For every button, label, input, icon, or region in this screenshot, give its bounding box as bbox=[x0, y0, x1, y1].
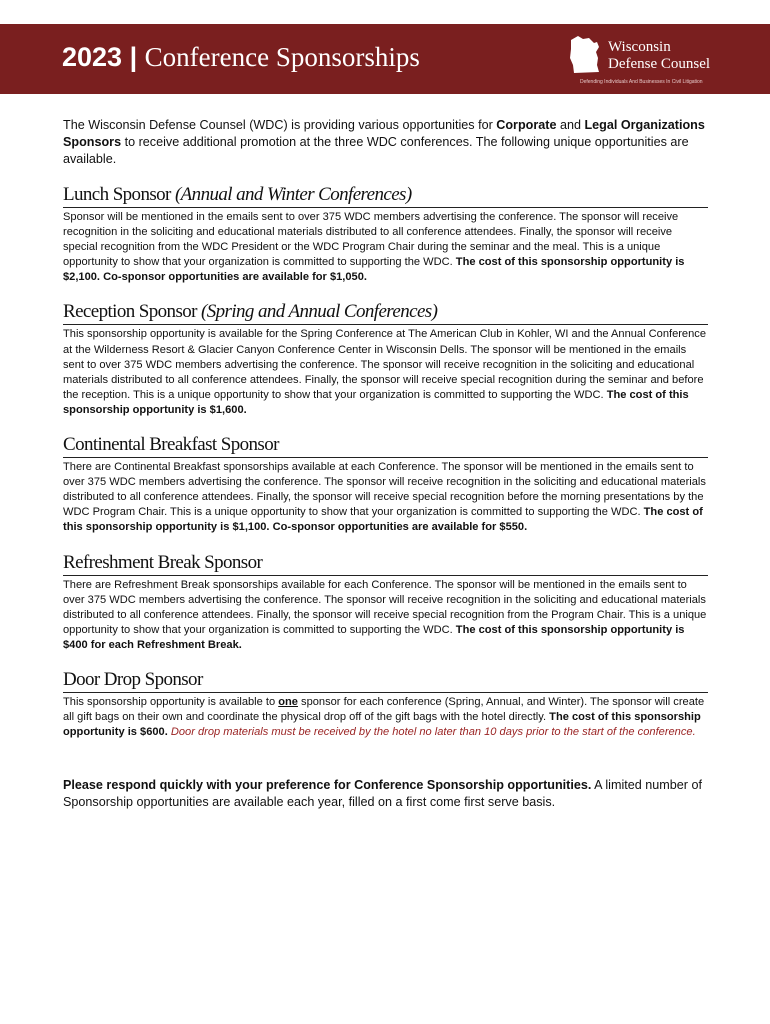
section-body: sponsor for each conference (Spring, Annual, and Winter). The sponsor will create all gift bags on their own and coordinate the physical drop off of the gift bags with the hotel directly. bbox=[63, 695, 705, 724]
section-paragraph bbox=[63, 460, 708, 535]
heading-subtitle: (Annual and Winter Conferences) bbox=[174, 184, 412, 205]
heading-title: Continental Breakfast Sponsor bbox=[63, 434, 279, 456]
title-year: 2023 | bbox=[62, 42, 138, 72]
closing-text: A limited number of Sponsorship opportunities are available each year, filled on a first come first serve basis. bbox=[63, 778, 702, 810]
intro-paragraph bbox=[63, 117, 708, 168]
intro-bold-legal: Legal Organizations Sponsors bbox=[63, 118, 705, 149]
document-body bbox=[63, 117, 708, 824]
logo-line-1: Wisconsin bbox=[608, 39, 671, 55]
section-door-drop-sponsor bbox=[63, 668, 708, 740]
heading-subtitle: (Spring and Annual Conferences) bbox=[201, 301, 438, 323]
underlined-one: one bbox=[278, 695, 298, 708]
section-body: There are Refreshment Break sponsorships available for each Conference. The sponsor will be mentioned in the emails sent to over 375 WDC members advertising the conference. The sponsor will receive recognition in the soliciting and educational materials distributed to all conference attendees. Finally, the sponsor will receive special recognition from the Program Chair. This is a unique opportunity to show that your organization is committed to supporting the WDC. bbox=[63, 578, 707, 636]
section-cost: The cost of this sponsorship opportunity is $400 for each Refreshment Break. bbox=[63, 623, 685, 651]
section-body: There are Continental Breakfast sponsorships available at each Conference. The sponsor will be mentioned in the emails sent to over 375 WDC members advertising the conference. The sponsor will receive recognition in the soliciting and educational materials distributed to all conference attendees. Finally, the sponsor will receive special recognition before the morning presentations by the WDC Program Chair. This is a unique opportunity to show that your organization is committed to supporting the WDC. bbox=[63, 461, 706, 519]
section-cost: The cost of this sponsorship opportunity is $2,100. Co-sponsor opportunities are available for $1,050. bbox=[63, 256, 685, 284]
header-banner bbox=[0, 24, 770, 94]
section-paragraph bbox=[63, 210, 708, 285]
title-text: Conference Sponsorships bbox=[144, 42, 420, 72]
section-heading bbox=[63, 433, 708, 458]
closing-paragraph bbox=[63, 777, 708, 811]
heading-title: Reception Sponsor bbox=[63, 301, 197, 323]
section-body: This sponsorship opportunity is available to bbox=[63, 695, 279, 708]
wisconsin-map-icon bbox=[568, 34, 604, 76]
section-paragraph bbox=[63, 327, 708, 418]
heading-title: Refreshment Break Sponsor bbox=[63, 551, 263, 573]
section-cost: The cost of this sponsorship opportunity is $600. bbox=[63, 711, 701, 739]
closing-bold: Please respond quickly with your preference for Conference Sponsorship opportunities. bbox=[63, 778, 592, 793]
section-cost: The cost of this sponsorship opportunity is $1,100. Co-sponsor opportunities are available for $550. bbox=[63, 506, 703, 534]
section-body: Sponsor will be mentioned in the emails sent to over 375 WDC members advertising the conference. The sponsor will receive recognition in the soliciting and educational materials distributed to all conference attendees. Finally, the sponsor will receive special recognition from the WDC President or the WDC Program Chair during the seminar and the meal. This is a unique opportunity to show that your organization is committed to supporting the WDC. bbox=[63, 211, 679, 269]
wdc-logo bbox=[568, 32, 728, 88]
section-paragraph bbox=[63, 695, 708, 740]
section-paragraph bbox=[63, 578, 708, 653]
deadline-note: Door drop materials must be received by the hotel no later than 10 days prior to the start of the conference. bbox=[167, 726, 696, 739]
section-heading bbox=[63, 668, 708, 693]
logo-tagline: Defending Individuals And Businesses In Civil Litigation bbox=[580, 79, 703, 85]
intro-text: to receive additional promotion at the three WDC conferences. The following unique opportunities are available. bbox=[63, 135, 689, 166]
section-heading bbox=[63, 300, 708, 325]
section-heading bbox=[63, 183, 708, 208]
section-cost: The cost of this sponsorship opportunity is $1,600. bbox=[63, 388, 689, 416]
page-title bbox=[62, 42, 420, 73]
section-continental-breakfast-sponsor bbox=[63, 433, 708, 535]
section-refreshment-break-sponsor bbox=[63, 551, 708, 653]
intro-text: and bbox=[556, 118, 585, 132]
intro-text: The Wisconsin Defense Counsel (WDC) is providing various opportunities for bbox=[63, 118, 497, 132]
heading-title: Lunch Sponsor bbox=[63, 184, 171, 205]
section-reception-sponsor bbox=[63, 300, 708, 418]
logo-line-2: Defense Counsel bbox=[608, 56, 711, 72]
intro-bold-corporate: Corporate bbox=[496, 118, 557, 132]
heading-title: Door Drop Sponsor bbox=[63, 668, 203, 690]
section-lunch-sponsor bbox=[63, 183, 708, 285]
section-body: This sponsorship opportunity is available for the Spring Conference at The American Club in Kohler, WI and the Annual Conference at the Wilderness Resort & Glacier Canyon Conference Center in Wisconsin Dells. The sponsor will be mentioned in the emails sent to over 375 WDC members advertising the conference. The sponsor will receive recognition in the soliciting and educational materials distributed to all conference attendees. Finally, the sponsor will receive special recognition during the seminar and before the reception. This is a unique opportunity to show that your organization is committed to supporting the WDC. bbox=[63, 328, 706, 401]
section-heading bbox=[63, 551, 708, 576]
